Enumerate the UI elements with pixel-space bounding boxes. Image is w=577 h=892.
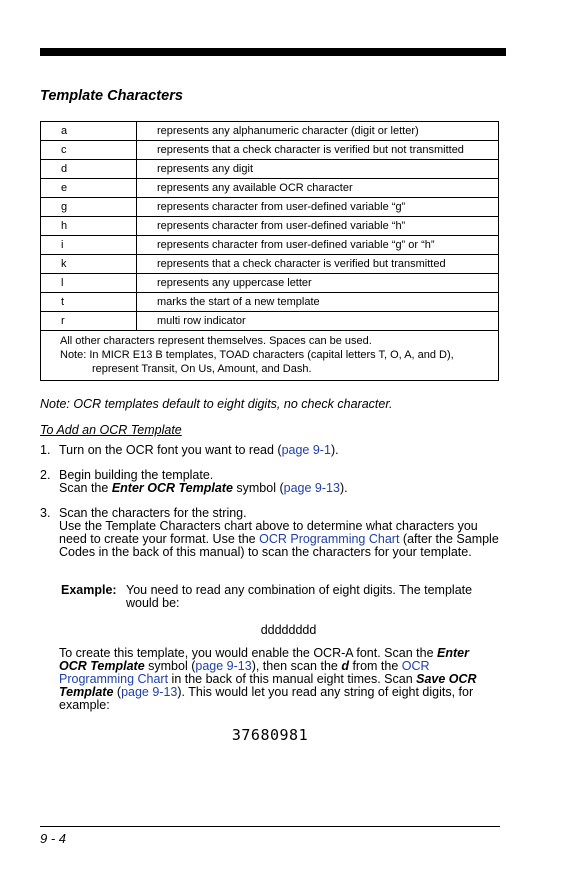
step-1: 1. Turn on the OCR font you want to read (page 9-1). <box>40 443 339 457</box>
default-note: Note: OCR templates default to eight digits, no check character. <box>40 397 393 411</box>
ocr-chart-link[interactable]: OCR Programming Chart <box>59 659 430 686</box>
table-row <box>41 122 499 141</box>
example-label: Example: <box>61 583 117 597</box>
template-char-description: represents any available OCR character <box>137 179 499 198</box>
template-char: l <box>41 274 137 293</box>
template-characters-table <box>40 121 499 381</box>
header-rule <box>40 48 506 56</box>
template-char: g <box>41 198 137 217</box>
table-row <box>41 141 499 160</box>
footer-rule <box>40 826 500 827</box>
procedure-heading: To Add an OCR Template <box>40 423 182 437</box>
template-char-description: represents character from user-defined variable “h” <box>137 217 499 236</box>
template-char-description: marks the start of a new template <box>137 293 499 312</box>
table-row <box>41 312 499 331</box>
ocr-sample-string: 37680981 <box>231 726 309 744</box>
page-number: 9 - 4 <box>40 831 67 846</box>
page-link[interactable]: page 9-13 <box>283 481 340 495</box>
explanation-paragraph: To create this template, you would enable the OCR-A font. Scan the Enter OCR Template symbol (page 9-13), then scan the d from the OCR Programming Chart in the back of this manual eight times. Scan Save OCR Template (page 9-13). This would let you read any string of eight digits, for example: <box>59 646 477 712</box>
table-row <box>41 179 499 198</box>
example-text: You need to read any combination of eight digits. The template would be: <box>126 583 473 610</box>
section-title: Template Characters <box>40 88 183 104</box>
template-char-description: represents that a check character is verified but transmitted <box>137 255 499 274</box>
table-row <box>41 198 499 217</box>
template-char-description: represents any alphanumeric character (digit or letter) <box>137 122 499 141</box>
template-char: h <box>41 217 137 236</box>
template-char-description: represents character from user-defined variable “g” <box>137 198 499 217</box>
template-char-description: represents any uppercase letter <box>137 274 499 293</box>
template-char: k <box>41 255 137 274</box>
template-char: d <box>41 160 137 179</box>
table-footer-note: Note: In MICR E13 B templates, TOAD characters (capital letters T, O, A, and D), represent Transit, On Us, Amount, and Dash. <box>60 349 454 375</box>
step-3: 3. Scan the characters for the string. Use the Template Characters chart above to determine what characters you need to create your format. Use the OCR Programming Chart (after the Sample Codes in the back of this manual) to scan the characters for your template. <box>40 506 499 559</box>
example-block <box>61 584 501 610</box>
table-row <box>41 217 499 236</box>
template-char: c <box>41 141 137 160</box>
template-code: dddddddd <box>260 623 317 637</box>
table-row <box>41 255 499 274</box>
table-row <box>41 160 499 179</box>
table-row <box>41 236 499 255</box>
table-row <box>41 274 499 293</box>
template-char: a <box>41 122 137 141</box>
template-char-description: represents that a check character is verified but not transmitted <box>137 141 499 160</box>
page-link[interactable]: page 9-1 <box>281 443 331 457</box>
ocr-chart-link[interactable]: OCR Programming Chart <box>259 532 400 546</box>
template-char: i <box>41 236 137 255</box>
template-char: r <box>41 312 137 331</box>
template-char: e <box>41 179 137 198</box>
table-row <box>41 293 499 312</box>
table-footer-row <box>41 331 499 381</box>
template-char-description: represents character from user-defined variable “g” or “h” <box>137 236 499 255</box>
template-char: t <box>41 293 137 312</box>
step-2: 2. Begin building the template. Scan the Enter OCR Template symbol (page 9-13). <box>40 468 348 495</box>
page-link[interactable]: page 9-13 <box>121 685 178 699</box>
table-footer-text: All other characters represent themselves. Spaces can be used. <box>60 335 372 347</box>
template-char-description: multi row indicator <box>137 312 499 331</box>
page-link[interactable]: page 9-13 <box>195 659 252 673</box>
template-char-description: represents any digit <box>137 160 499 179</box>
